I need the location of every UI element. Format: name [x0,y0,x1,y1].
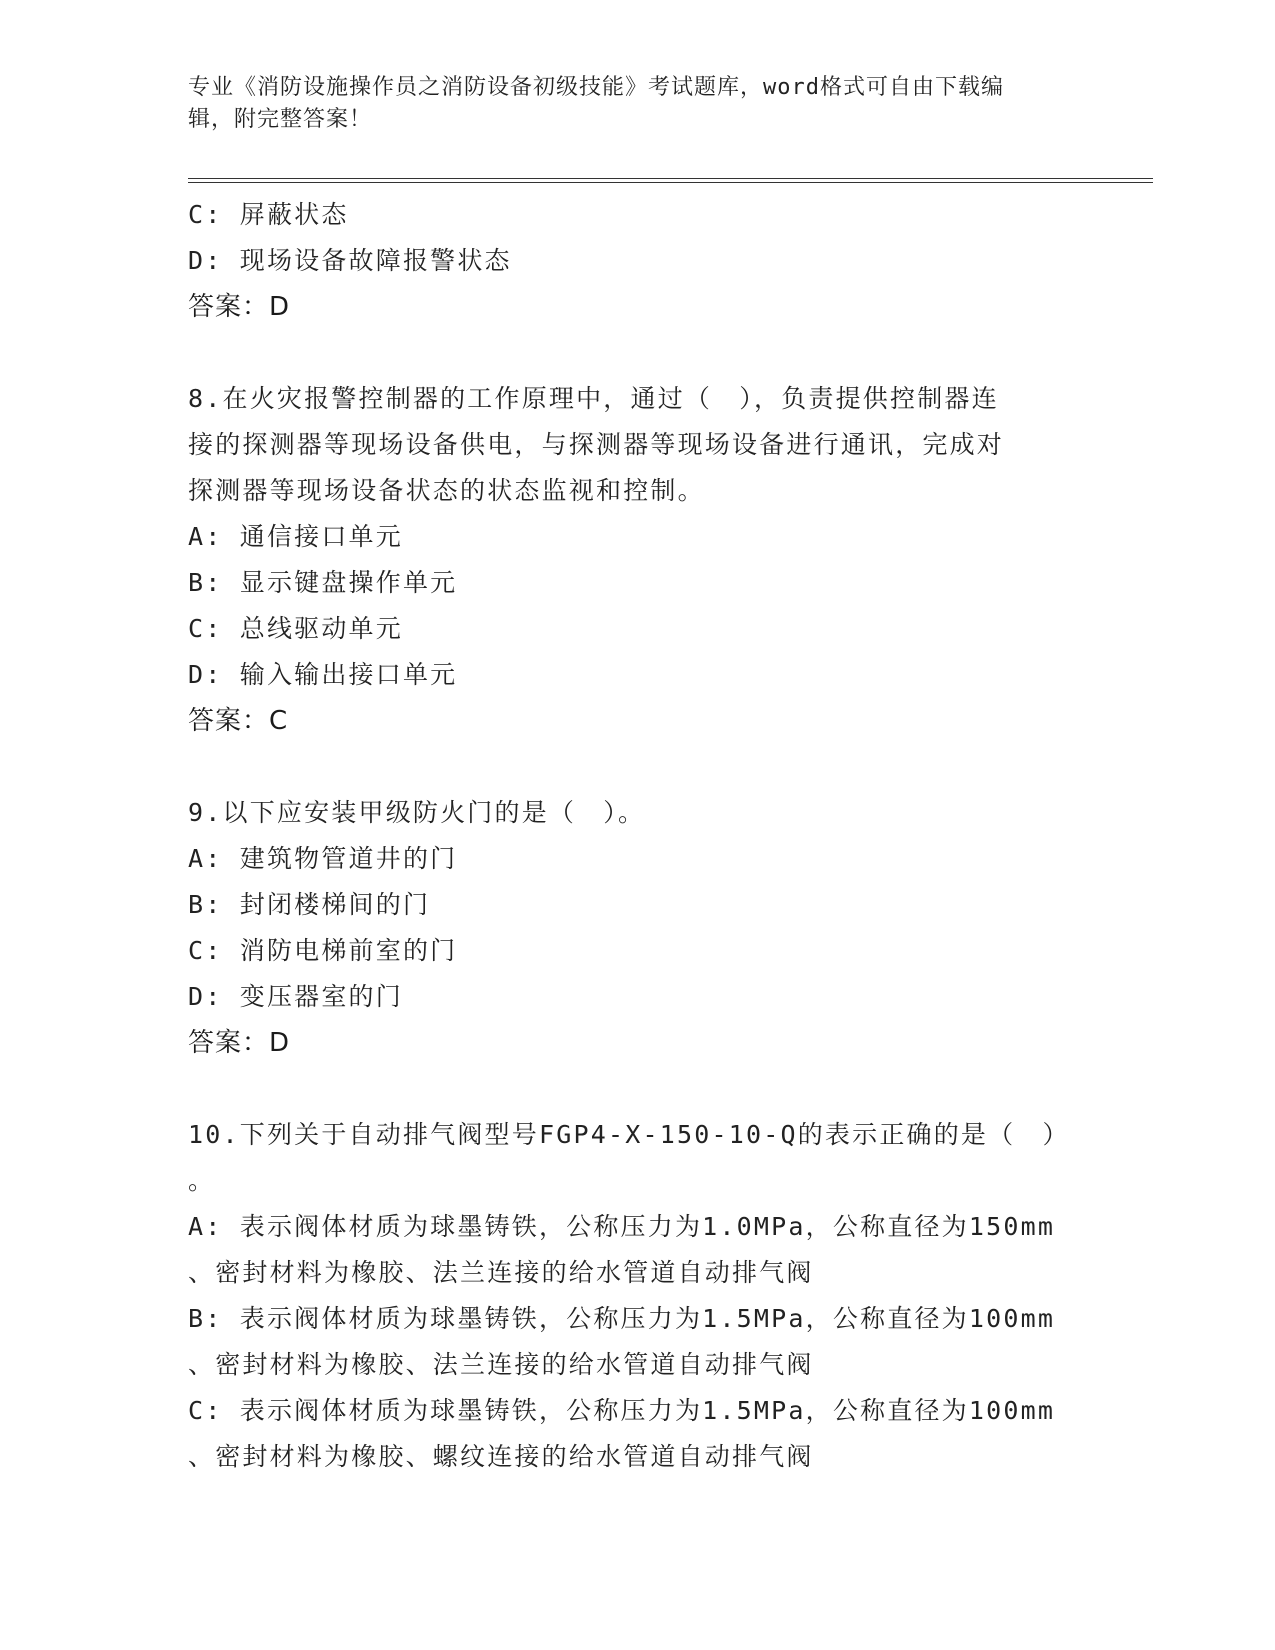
question-10 [188,1112,1088,1480]
option-b-continued: 、密封材料为橡胶、法兰连接的给水管道自动排气阀 [188,1350,814,1379]
document-header [188,72,1088,136]
option-b: B: 封闭楼梯间的门 [188,890,431,919]
question-list [188,192,1088,1480]
spacer [188,330,1088,376]
option-d: D: 现场设备故障报警状态 [188,246,512,275]
question-stem-line: 。 [188,1166,216,1195]
question-stem-line: 探测器等现场设备状态的状态监视和控制。 [188,476,705,505]
option-b: B: 显示键盘操作单元 [188,568,458,597]
answer-label: 答案：C [188,706,289,736]
question-9 [188,790,1088,1066]
option-a: A: 表示阀体材质为球墨铸铁，公称压力为1.0MPa，公称直径为150mm [188,1212,1056,1241]
header-divider [188,178,1153,183]
option-c: C: 表示阀体材质为球墨铸铁，公称压力为1.5MPa，公称直径为100mm [188,1396,1056,1425]
option-a: A: 建筑物管道井的门 [188,844,458,873]
option-d: D: 变压器室的门 [188,982,403,1011]
question-stem-line: 接的探测器等现场设备供电，与探测器等现场设备进行通讯，完成对 [188,430,1005,459]
spacer [188,744,1088,790]
question-stem-line: 9.以下应安装甲级防火门的是（ ）。 [188,798,646,827]
answer-label: 答案：D [188,292,291,322]
option-c: C: 消防电梯前室的门 [188,936,458,965]
option-d: D: 输入输出接口单元 [188,660,458,689]
option-b: B: 表示阀体材质为球墨铸铁，公称压力为1.5MPa，公称直径为100mm [188,1304,1056,1333]
option-a-continued: 、密封材料为橡胶、法兰连接的给水管道自动排气阀 [188,1258,814,1287]
question-stem-line: 10.下列关于自动排气阀型号FGP4-X-150-10-Q的表示正确的是（ ） [188,1120,1070,1149]
option-c-continued: 、密封材料为橡胶、螺纹连接的给水管道自动排气阀 [188,1442,814,1471]
option-c: C: 总线驱动单元 [188,614,403,643]
option-c: C: 屏蔽状态 [188,200,349,229]
question-8 [188,376,1088,744]
question-stem-line: 8.在火灾报警控制器的工作原理中，通过（ ），负责提供控制器连 [188,384,999,413]
answer-label: 答案：D [188,1028,291,1058]
option-a: A: 通信接口单元 [188,522,403,551]
prev-question-tail [188,192,1088,330]
header-line-1: 专业《消防设施操作员之消防设备初级技能》考试题库，word格式可自由下载编 [188,75,1004,100]
header-line-2: 辑，附完整答案！ [188,107,373,132]
spacer [188,1066,1088,1112]
